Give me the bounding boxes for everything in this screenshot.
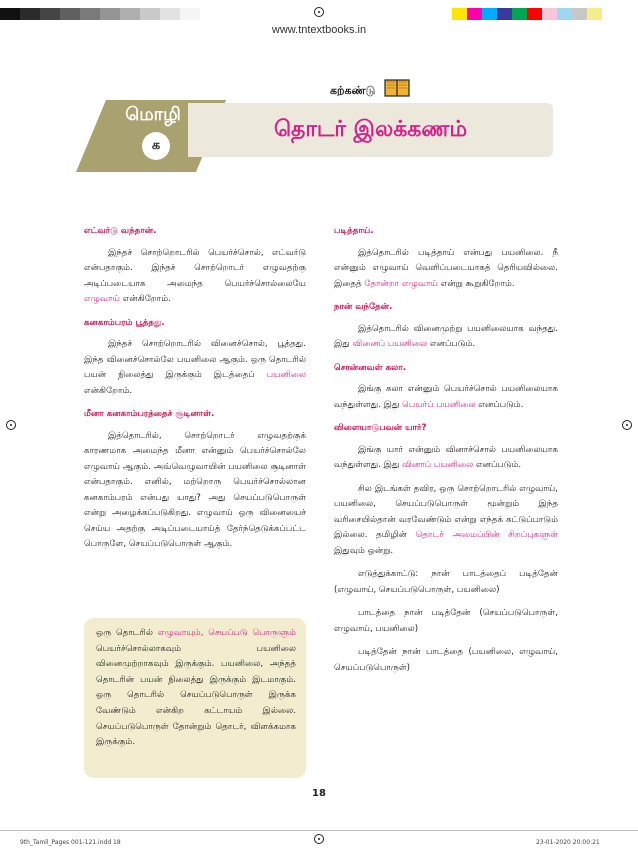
- color-calibration-bar-left: [0, 8, 200, 20]
- example-heading: எட்வர்டு வந்தான்.: [84, 226, 157, 236]
- paragraph: இங்கு கலா என்னும் பெயர்ச்சொல் பயனிலையாக வந்துள்ளது. இது பெயர்ப் பயனிலை எனப்படும்.: [334, 384, 558, 410]
- color-swatch: [467, 8, 482, 20]
- color-swatch: [60, 8, 80, 20]
- paragraph: சில இடங்கள் தவிர, ஒரு சொற்றொடரில் எழுவாய், பயனிலை, செயப்படுபொருள் மூன்றும் இந்த வரிசையில்தான் வரவேண்டும் என்று எந்தக் கட்டுப்பாடும் இல்லை. தமிழின் தொடர் அமைப்பின் சிறப்புகளுள் இதுவும் ஒன்று.: [334, 483, 558, 556]
- color-swatch: [140, 8, 160, 20]
- karkandu-label: கற்கண்டு: [330, 84, 376, 97]
- color-calibration-bar-right: [452, 8, 602, 20]
- print-timestamp: 23-01-2020 20:00:21: [536, 839, 600, 846]
- example-paragraph: பாடத்தை நான் படித்தேன் (செயப்படுபொருள், எழுவாய், பயனிலை): [334, 608, 558, 634]
- color-swatch: [160, 8, 180, 20]
- color-swatch: [20, 8, 40, 20]
- footer-divider: [0, 830, 638, 831]
- section-letter-badge: க: [142, 132, 170, 160]
- color-swatch: [527, 8, 542, 20]
- registration-mark-icon: [314, 7, 324, 17]
- example-heading: கனகாம்பரம் பூத்தது.: [84, 317, 165, 328]
- note-text: ஒரு தொடரில் எழுவாயும், செயப்படு பொருளும் பெயர்ச்சொல்லாகவும் பயனிலை வினைமுற்றாகவும் இருக்கும். பயனிலை, அந்தத் தொடரின் பயன் நிலைத்து இருக்கும் இடமாகும். ஒரு தொடரில் செயப்படுபொருள் இருக்க வேண்டும் என்கிற கட்டாயம் இல்லை. செயப்படுபொருள் தோன்றும் தொடர், விளக்கமாக இருக்கும்.: [96, 628, 296, 748]
- section-label: மொழி: [125, 104, 181, 125]
- color-swatch: [120, 8, 140, 20]
- example-paragraph: எடுத்துக்காட்டு: நான் பாடத்தைப் படித்தேன் (எழுவாய், செயப்படுபொருள், பயனிலை): [334, 569, 558, 595]
- paragraph: இத்தொடரில், சொற்றொடர் எழுவதற்குக் காரணமாக அமைந்த மீனா என்னும் பெயர்ச்சொல்லே எழுவாய் ஆகும். அவ்வெழுவாயின் பயனிலை சூடினாள் என்பதாகும். எனில், மற்றொரு பெயர்ச்சொல்லான கனகாம்பரம் என்பது யாது? அது செயப்படுபொருள் என்று அழைக்கப்படுகிறது. எழுவாய் ஒரு வினையைச் செய்ய அதற்கு அடிப்படையாய்த் தேர்ந்தெடுக்கப்பட்ட பொருளே, செயப்படுபொருள் ஆகும்.: [84, 430, 306, 549]
- paragraph: இந்தச் சொற்றொடரில் வினைச்சொல், பூத்தது. இந்த வினைச்சொல்லே பயனிலை ஆகும். ஒரு தொடரில் பயன் நிலைத்து இருக்கும் இடத்தைப் பயனிலை என்கிறோம்.: [84, 339, 306, 396]
- example-heading: மீனா கனகாம்பரத்தைச் சூடினாள்.: [84, 409, 215, 419]
- paragraph: இந்தச் சொற்றொடரில் பெயர்ச்சொல், எட்வர்டு என்பதாகும். இந்தச் சொற்றொடர் எழுவதற்கு அடிப்படையாக அமைந்த பெயர்ச்சொல்லையே எழுவாய் என்கிறோம்.: [84, 247, 306, 304]
- example-heading: நான் வந்தேன்.: [334, 302, 393, 312]
- color-swatch: [100, 8, 120, 20]
- registration-mark-icon: [6, 420, 16, 430]
- color-swatch: [452, 8, 467, 20]
- color-swatch: [512, 8, 527, 20]
- registration-mark-icon: [314, 834, 324, 844]
- site-url: www.tntextbooks.in: [271, 24, 367, 36]
- example-heading: சொன்னவள் கலா.: [334, 362, 406, 373]
- book-icon: [384, 78, 410, 98]
- paragraph: இங்கு யார் என்னும் வினாச்சொல் பயனிலையாக வந்துள்ளது. இது வினாப் பயனிலை எனப்படும்.: [334, 444, 558, 470]
- color-swatch: [80, 8, 100, 20]
- color-swatch: [557, 8, 572, 20]
- color-swatch: [0, 8, 20, 20]
- paragraph: இத்தொடரில் படித்தாய் என்பது பயனிலை. நீ என்னும் எழுவாய் வெளிப்படையாகத் தெரியவில்லை. இதைத் தோன்றா எழுவாய் என்று கூறுகிறோம்.: [334, 247, 558, 289]
- page-number: 18: [312, 788, 326, 799]
- color-swatch: [587, 8, 602, 20]
- registration-mark-icon: [622, 420, 632, 430]
- right-column: [334, 220, 558, 684]
- file-info: 9th_Tamil_Pages 001-121.indd 18: [20, 839, 121, 846]
- paragraph: இத்தொடரில் வினைமுற்று பயனிலையாக வந்தது. இது வினைப் பயனிலை எனப்படும்.: [334, 323, 558, 349]
- color-swatch: [497, 8, 512, 20]
- color-swatch: [482, 8, 497, 20]
- color-swatch: [542, 8, 557, 20]
- color-swatch: [180, 8, 200, 20]
- example-paragraph: படித்தேன் நான் பாடத்தை (பயனிலை, எழுவாய், செயப்படுபொருள்): [334, 647, 558, 673]
- left-column: [84, 220, 306, 561]
- color-swatch: [572, 8, 587, 20]
- page-title: தொடர் இலக்கணம்: [273, 117, 468, 142]
- example-heading: விளையாடுபவன் யார்?: [334, 423, 427, 433]
- example-heading: படித்தாய்.: [334, 226, 374, 236]
- color-swatch: [40, 8, 60, 20]
